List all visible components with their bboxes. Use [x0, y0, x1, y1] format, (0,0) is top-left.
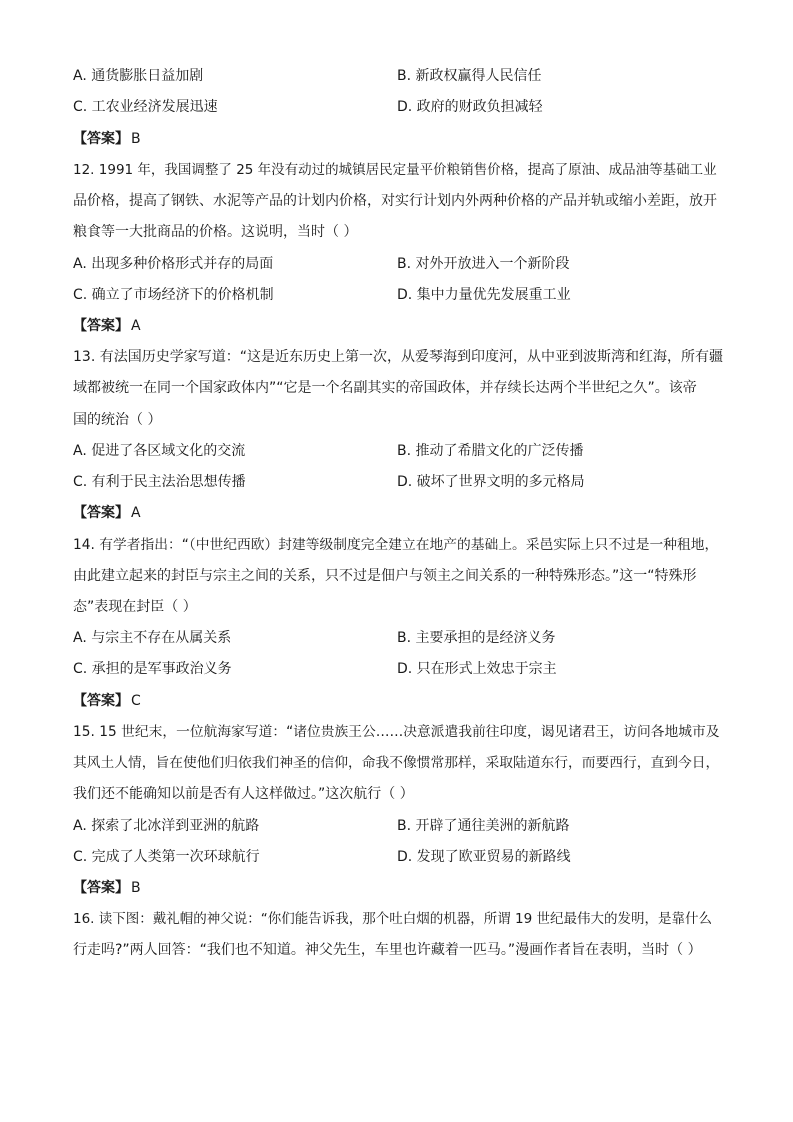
q13-option-c[interactable]: C. 有利于民主法治思想传播: [73, 474, 246, 490]
q14-option-d[interactable]: D. 只在形式上效忠于宗主: [397, 661, 557, 677]
answer-value: B: [131, 880, 141, 896]
q16-stem-line-1: 16. 读下图：戴礼帽的神父说：“你们能告诉我，那个吐白烟的机器，所谓 19 世纪最伟大的发明，是靠什么: [73, 911, 713, 927]
q12-option-a[interactable]: A. 出现多种价格形式并存的局面: [73, 256, 274, 272]
q15-option-c[interactable]: C. 完成了人类第一次环球航行: [73, 849, 260, 865]
q11-option-b[interactable]: B. 新政权赢得人民信任: [397, 68, 542, 84]
answer-value: A: [131, 318, 141, 334]
q15-stem-line-2: 其风土人情，旨在使他们归依我们神圣的信仰，命我不像惯常那样，采取陆道东行，而要西行，直到今日，: [73, 755, 720, 771]
answer-label: 【答案】: [73, 318, 129, 334]
q14-stem-line-2: 由此建立起来的封臣与宗主之间的关系，只不过是佃户与领主之间关系的一种特殊形态。”这一“特殊形: [73, 568, 697, 584]
q11-option-c[interactable]: C. 工农业经济发展迅速: [73, 99, 218, 115]
q13-option-a[interactable]: A. 促进了各区域文化的交流: [73, 443, 246, 459]
q15-stem-line-3: 我们还不能确知以前是否有人这样做过。”这次航行（ ）: [73, 786, 414, 802]
q14-option-b[interactable]: B. 主要承担的是经济义务: [397, 630, 556, 646]
q11-answer: [73, 129, 141, 149]
q12-option-c[interactable]: C. 确立了市场经济下的价格机制: [73, 287, 274, 303]
q11-option-d[interactable]: D. 政府的财政负担减轻: [397, 99, 543, 115]
q13-stem-line-2: 域都被统一在同一个国家政体内”“它是一个名副其实的帝国政体，并存续长达两个半世纪之久”。该帝: [73, 380, 697, 396]
q14-answer: [73, 691, 141, 711]
answer-label: 【答案】: [73, 505, 129, 521]
q15-answer: [73, 878, 141, 898]
q13-answer: [73, 503, 141, 523]
q13-stem-line-1: 13. 有法国历史学家写道：“这是近东历史上第一次，从爱琴海到印度河，从中亚到波斯湾和红海，所有疆: [73, 349, 723, 365]
answer-label: 【答案】: [73, 693, 129, 709]
answer-value: C: [131, 693, 141, 709]
answer-label: 【答案】: [73, 880, 129, 896]
q12-option-d[interactable]: D. 集中力量优先发展重工业: [397, 287, 571, 303]
q14-option-c[interactable]: C. 承担的是军事政治义务: [73, 661, 232, 677]
q14-option-a[interactable]: A. 与宗主不存在从属关系: [73, 630, 232, 646]
q12-stem-line-3: 粮食等一大批商品的价格。这说明，当时（ ）: [73, 224, 358, 240]
answer-label: 【答案】: [73, 131, 129, 147]
q12-answer: [73, 316, 141, 336]
q13-option-b[interactable]: B. 推动了希腊文化的广泛传播: [397, 443, 584, 459]
q12-stem-line-2: 品价格，提高了钢铁、水泥等产品的计划内价格，对实行计划内外两种价格的产品并轨或缩小差距，放开: [73, 193, 717, 209]
q12-stem-line-1: 12. 1991 年，我国调整了 25 年没有动过的城镇居民定量平价粮销售价格，提高了原油、成品油等基础工业: [73, 162, 717, 178]
q15-option-b[interactable]: B. 开辟了通往美洲的新航路: [397, 818, 570, 834]
answer-value: B: [131, 131, 141, 147]
q14-stem-line-1: 14. 有学者指出：“（中世纪西欧）封建等级制度完全建立在地产的基础上。采邑实际上只不过是一种租地，: [73, 537, 719, 553]
q15-stem-line-1: 15. 15 世纪末，一位航海家写道：“诸位贵族王公……决意派遣我前往印度，谒见诸君王，访问各地城市及: [73, 724, 720, 740]
q12-option-b[interactable]: B. 对外开放进入一个新阶段: [397, 256, 570, 272]
q15-option-d[interactable]: D. 发现了欧亚贸易的新路线: [397, 849, 571, 865]
q16-stem-line-2: 行走吗?”两人回答：“我们也不知道。神父先生，车里也许藏着一匹马。”漫画作者旨在表明，当时（ ）: [73, 942, 702, 958]
q11-option-a[interactable]: A. 通货膨胀日益加剧: [73, 68, 204, 84]
answer-value: A: [131, 505, 141, 521]
q13-stem-line-3: 国的统治（ ）: [73, 412, 162, 428]
q14-stem-line-3: 态”表现在封臣（ ）: [73, 599, 197, 615]
q13-option-d[interactable]: D. 破坏了世界文明的多元格局: [397, 474, 585, 490]
q15-option-a[interactable]: A. 探索了北冰洋到亚洲的航路: [73, 818, 260, 834]
